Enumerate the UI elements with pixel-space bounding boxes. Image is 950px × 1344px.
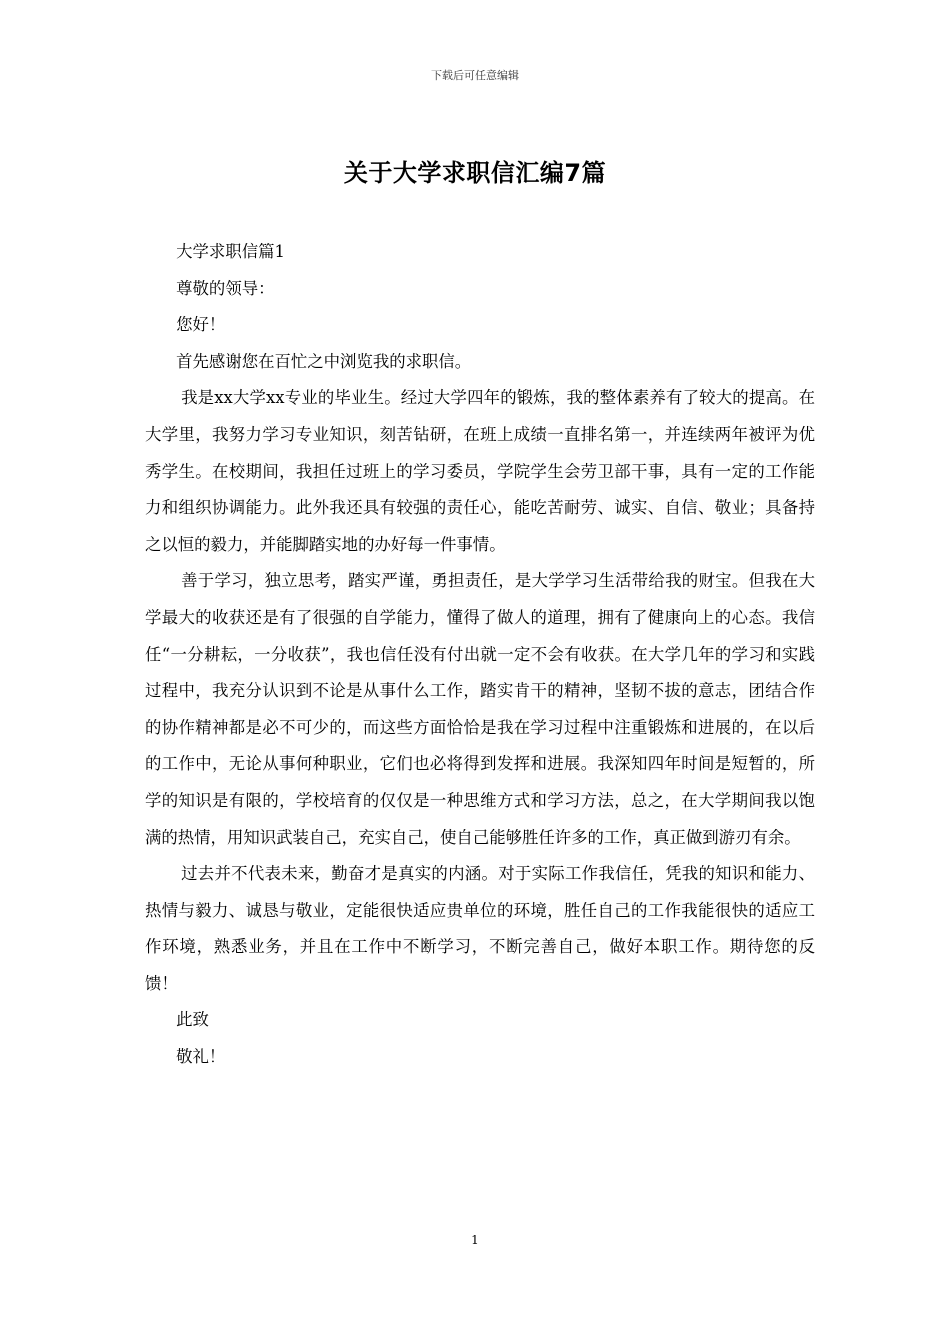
section-heading: 大学求职信篇1: [176, 242, 285, 261]
paragraph: 首先感谢您在百忙之中浏览我的求职信。: [176, 351, 472, 371]
greeting: 您好！: [176, 315, 226, 335]
paragraph: 我是xx大学xx专业的毕业生。经过大学四年的锻炼，我的整体素养有了较大的提高。在大学里，我努力学习专业知识，刻苦钻研，在班上成绩一直排名第一，并连续两年被评为优秀学生。在校期间，我担任过班上的学习委员，学院学生会劳卫部干事，具有一定的工作能力和组织协调能力。此外我还具有较强的责任心，能吃苦耐劳、诚实、自信、敬业；具备持之以恒的毅力，并能脚踏实地的办好每一件事情。: [145, 388, 815, 554]
document-body: [145, 234, 815, 1076]
salutation: 尊敬的领导：: [176, 278, 275, 298]
paragraph: 过去并不代表未来，勤奋才是真实的内涵。对于实际工作我信任，凭我的知识和能力、热情与毅力、诚恳与敬业，定能很快适应贵单位的环境，胜任自己的工作我能很快的适应工作环境，熟悉业务，并且在工作中不断学习，不断完善自己，做好本职工作。期待您的反馈！: [145, 864, 815, 993]
paragraph: 善于学习，独立思考，踏实严谨，勇担责任，是大学学习生活带给我的财宝。但我在大学最大的收获还是有了很强的自学能力，懂得了做人的道理，拥有了健康向上的心态。我信任“一分耕耘，一分收获”，我也信任没有付出就一定不会有收获。在大学几年的学习和实践过程中，我充分认识到不论是从事什么工作，踏实肯干的精神，坚韧不拔的意志，团结合作的协作精神都是必不可少的，而这些方面恰恰是我在学习过程中注重锻炼和进展的，在以后的工作中，无论从事何种职业，它们也必将得到发挥和进展。我深知四年时间是短暂的，所学的知识是有限的，学校培育的仅仅是一种思维方式和学习方法，总之，在大学期间我以饱满的热情，用知识武装自己，充实自己，使自己能够胜任许多的工作，真正做到游刃有余。: [145, 571, 815, 847]
page-number: 1: [471, 1233, 479, 1247]
closing-salute: 敬礼！: [176, 1047, 226, 1067]
page-header-note: 下载后可任意编辑: [431, 69, 519, 82]
document-title: 关于大学求职信汇编7篇: [343, 159, 607, 187]
closing-phrase: 此致: [176, 1010, 209, 1030]
